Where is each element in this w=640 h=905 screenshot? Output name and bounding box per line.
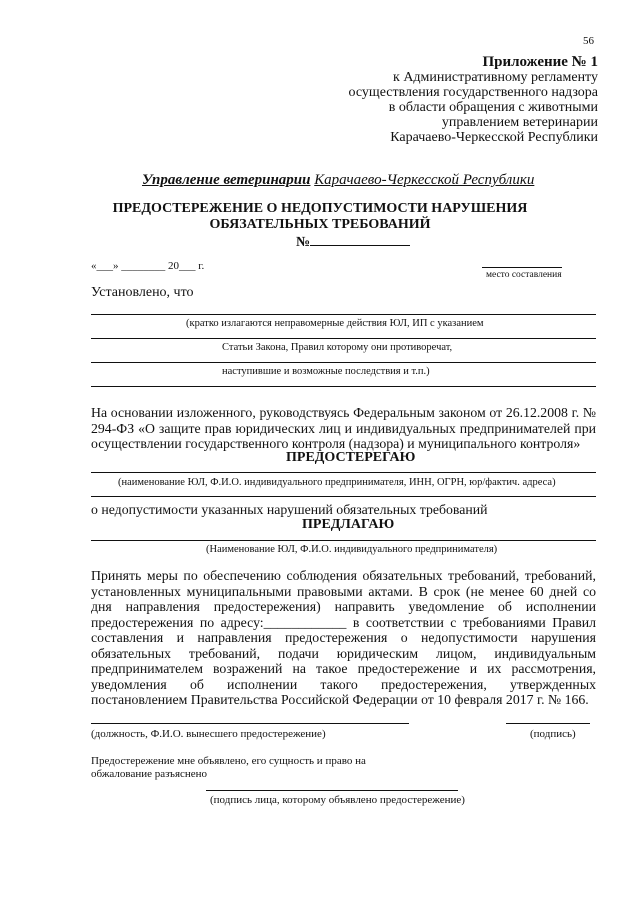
- offer-heading: ПРЕДЛАГАЮ: [302, 517, 395, 532]
- appendix-title: Приложение № 1: [482, 54, 598, 70]
- org-italic: Карачаево-Черкесской Республики: [314, 172, 535, 188]
- appendix-line: к Административному регламенту: [393, 70, 598, 85]
- fill-line: [91, 314, 596, 315]
- title-line-1: ПРЕДОСТЕРЕЖЕНИЕ О НЕДОПУСТИМОСТИ НАРУШЕНИЯ: [112, 201, 528, 216]
- caption-3: наступившие и возможные последствия и т.п.): [222, 366, 430, 377]
- place-caption: место составления: [486, 270, 562, 280]
- announced-text: Предостережение мне объявлено, его сущность и право на: [91, 755, 366, 767]
- caption-1: (кратко излагаются неправомерные действия ЮЛ, ИП с указанием: [186, 318, 484, 329]
- appendix-line: осуществления государственного надзора: [348, 85, 598, 100]
- inadmissibility-text: о недопустимости указанных нарушений обязательных требований: [91, 502, 488, 517]
- title-line-2: ОБЯЗАТЕЛЬНЫХ ТРЕБОВАНИЙ: [209, 217, 431, 232]
- organization-name: [142, 172, 534, 189]
- fill-line: [91, 472, 596, 473]
- caption-2: Статьи Закона, Правил которому они противоречат,: [222, 342, 453, 353]
- appendix-line: Карачаево-Черкесской Республики: [390, 130, 598, 145]
- signature-line: [506, 723, 590, 724]
- date-line: «___» ________ 20___ г.: [91, 260, 205, 272]
- basis-paragraph: На основании изложенного, руководствуясь Федеральным законом от 26.12.2008 г. № 294-ФЗ «О защите прав юридических лиц и индивидуальных предпринимателей при осуществлении государственного контроля (надзора) и муниципального контроля»: [91, 405, 596, 451]
- caption-4: (наименование ЮЛ, Ф.И.О. индивидуального предпринимателя, ИНН, ОГРН, юр/фактич. адреса): [118, 477, 556, 488]
- document-title: [100, 201, 540, 233]
- announced-text-2: обжалование разъяснено: [91, 768, 208, 780]
- fill-line: [91, 540, 596, 541]
- page-number: 56: [583, 35, 594, 47]
- warn-heading: ПРЕДОСТЕРЕГАЮ: [286, 450, 416, 465]
- measures-paragraph: Принять меры по обеспечению соблюдения обязательных требований, требований, установленных муниципальными правовыми актами. В срок (не менее 60 дней со дня направления предостережения) направить уведомление об исполнении предостережения по адресу:____________ в соответствии с требованиями Правил составления и направления предостережения о недопустимости нарушения обязательных требований, подачи юридическим лицом, индивидуальным предпринимателем возражений на такое предостережение и их рассмотрения, уведомления об исполнении такого предостережения, утвержденных постановлением Правительства Российской Федерации от 10 февраля 2017 г. № 166.: [91, 568, 596, 707]
- signature-caption: (подпись): [530, 728, 576, 740]
- position-caption: (должность, Ф.И.О. вынесшего предостережение): [91, 728, 326, 740]
- fill-line: [91, 362, 596, 363]
- caption-5: (Наименование ЮЛ, Ф.И.О. индивидуального предпринимателя): [206, 544, 498, 555]
- document-number: [296, 233, 410, 251]
- fill-line: [91, 386, 596, 387]
- recipient-caption: (подпись лица, которому объявлено предостережение): [210, 794, 465, 806]
- number-label: №: [296, 235, 311, 250]
- recipient-signature-line: [206, 790, 458, 791]
- fill-line: [91, 338, 596, 339]
- position-line: [91, 723, 409, 724]
- appendix-block: [278, 55, 598, 145]
- number-blank: [310, 233, 410, 246]
- org-bold: Управление ветеринарии: [142, 172, 311, 188]
- appendix-line: управлением ветеринарии: [441, 115, 598, 130]
- fill-line: [91, 496, 596, 497]
- established-text: Установлено, что: [91, 285, 194, 300]
- appendix-line: в области обращения с животными: [388, 100, 598, 115]
- place-underline: [482, 267, 562, 268]
